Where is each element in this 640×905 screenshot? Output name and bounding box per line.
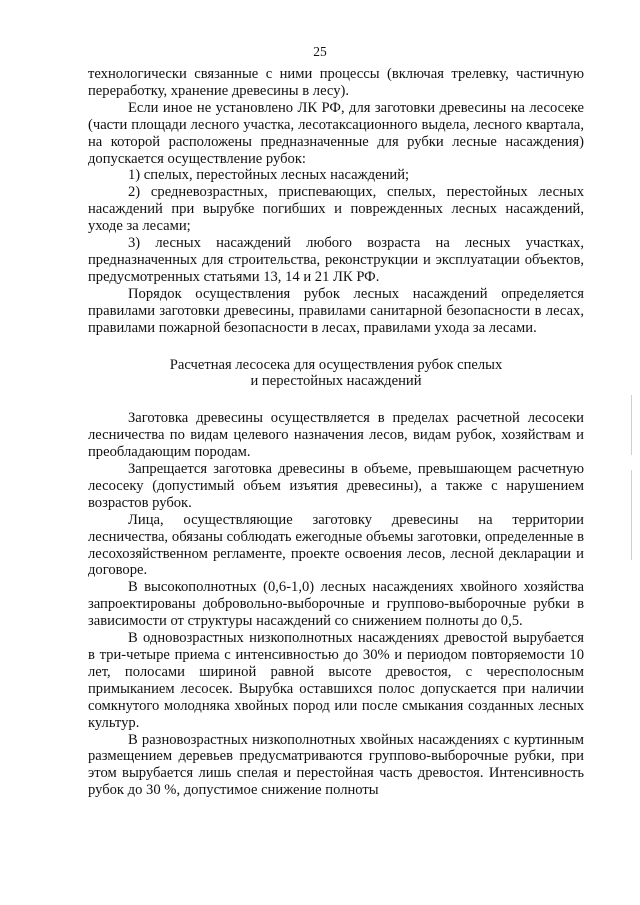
scan-edge-mark: [631, 470, 632, 560]
page-number: 25: [313, 44, 327, 59]
scan-edge-mark: [631, 395, 632, 455]
logging-conditions-paragraph: Если иное не установлено ЛК РФ, для заготовки древесины на лесосеке (части площади лесного участка, лесотаксационного выдела, лесного квартала, на которой расположены предназначенные для рубки лесные насаждения) допускается осуществление рубок:: [88, 99, 584, 167]
list-item-mature-stands: 1) спелых, перестойных лесных насаждений;: [128, 167, 410, 184]
list-item-any-age-stands: 3) лесных насаждений любого возраста на лесных участках, предназначенных для строительства, реконструкции и эксплуатации объектов, предусмотренных статьями 13, 14 и 21 ЛК РФ.: [88, 235, 584, 285]
paragraph-harvesters-obligations: Лица, осуществляющие заготовку древесины на территории лесничества, обязаны соблюдать ежегодные объемы заготовки, определенные в лесохозяйственном регламенте, проекте освоения лесов, лесной декларации и договоре.: [88, 511, 584, 579]
paragraph-harvest-prohibition: Запрещается заготовка древесины в объеме, превышающем расчетную лесосеку (допустимый объем изъятия древесины), а также с нарушением возрастов рубок.: [88, 461, 584, 511]
list-item-middle-aged-stands: 2) средневозрастных, приспевающих, спелых, перестойных лесных насаждений при вырубке погибших и поврежденных лесных насаждений, уходе за лесами;: [88, 184, 584, 235]
continuation-paragraph: технологически связанные с ними процессы (включая трелевку, частичную переработку, хранение древесины в лесу).: [88, 66, 584, 99]
paragraph-high-density-stands: В высокополнотных (0,6-1,0) лесных насаждениях хвойного хозяйства запроектированы добровольно-выборочные и группово-выборочные рубки в зависимости от структуры насаждений со снижением полноты до 0,5.: [88, 579, 584, 630]
paragraph-harvest-limits: Заготовка древесины осуществляется в пределах расчетной лесосеки лесничества по видам целевого назначения лесов, видам рубок, хозяйствам и преобладающим породам.: [88, 410, 584, 461]
document-body: [88, 66, 584, 799]
felling-rules-paragraph: Порядок осуществления рубок лесных насаждений определяется правилами заготовки древесины, правилами санитарной безопасности в лесах, правилами пожарной безопасности в лесах, правилами ухода за лесами.: [88, 285, 584, 336]
paragraph-uneven-aged-stands: В разновозрастных низкополнотных хвойных насаждениях с куртинным размещением деревьев предусматриваются группово-выборочные рубки, при этом вырубается лишь спелая и перестойная часть древостоя. Интенсивность рубок до 30 %, допустимое снижение полноты: [88, 731, 584, 799]
section-heading-line-1: Расчетная лесосека для осуществления рубок спелых: [169, 356, 503, 373]
section-heading-line-2: и перестойных насаждений: [250, 373, 422, 390]
section-heading: [88, 357, 584, 391]
paragraph-even-aged-stands: В одновозрастных низкополнотных насаждениях древостой вырубается в три-четыре приема с интенсивностью до 30% и периодом повторяемости 10 лет, полосами шириной равной высоте древостоя, с чересполосным примыканием лесосек. Вырубка оставшихся полос допускается при наличии сомкнутого молодняка хвойных пород или после смыкания созданных лесных культур.: [88, 630, 584, 731]
